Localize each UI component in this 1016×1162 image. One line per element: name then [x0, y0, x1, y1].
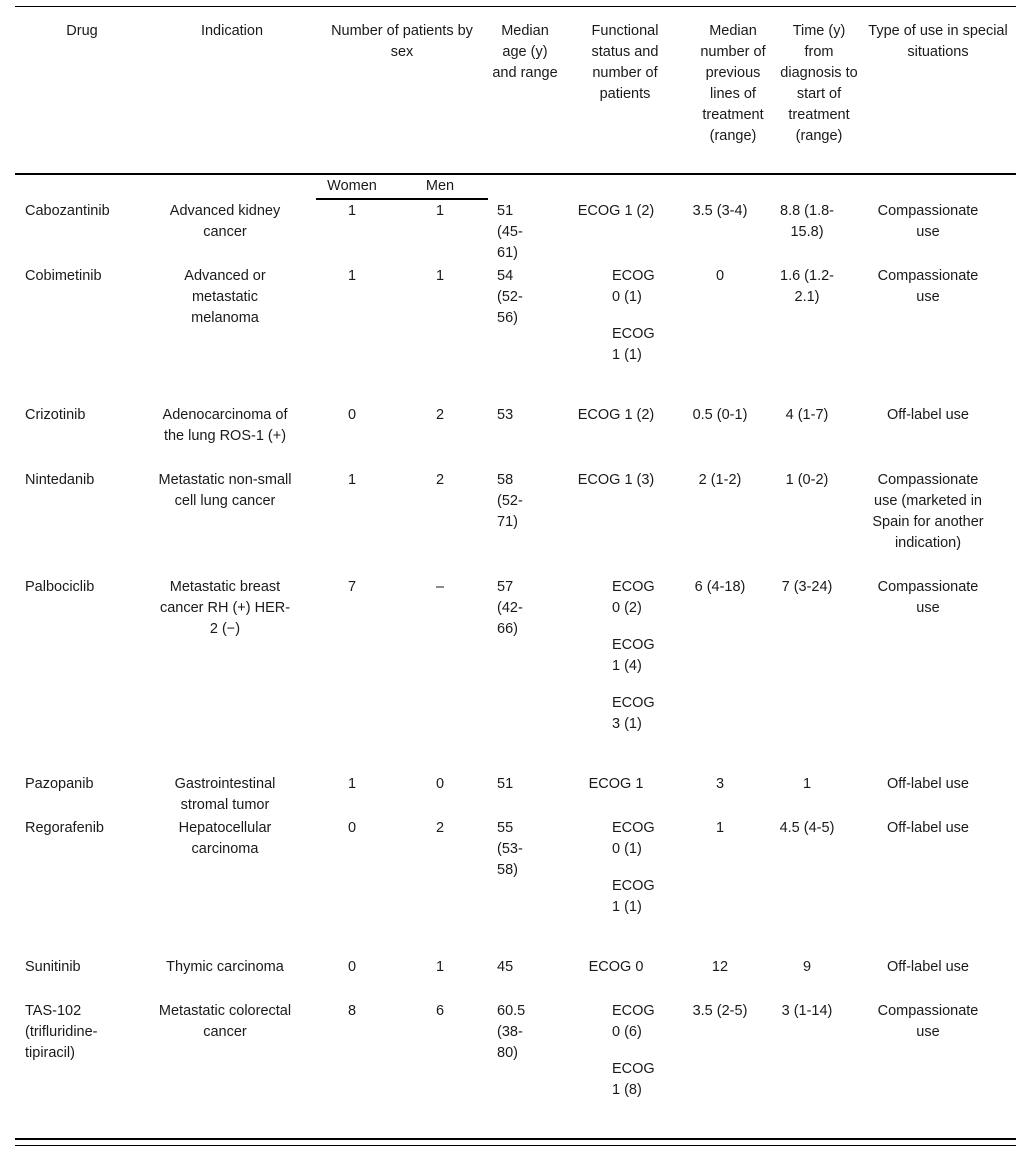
cell-lines: 2 (1-2) — [698, 472, 742, 488]
cell-drug: Palbociclib — [25, 579, 95, 595]
cell-men: 6 — [435, 1003, 445, 1019]
cell-lines: 0.5 (0-1) — [692, 407, 748, 423]
ecog-entry: ECOG 0 — [588, 959, 644, 975]
cell-men: 1 — [435, 203, 445, 219]
ecog-entry: ECOG 3 (1) — [612, 695, 655, 732]
header-functional: Functional status and number of patients — [591, 23, 659, 102]
ecog-entry: ECOG 0 (2) — [612, 579, 655, 616]
ecog-entry: ECOG 1 (1) — [612, 326, 655, 363]
cell-indication: Thymic carcinoma — [166, 959, 284, 975]
cell-indication: Metastatic non-small cell lung cancer — [158, 472, 292, 509]
cell-time: 7 (3-24) — [781, 579, 833, 595]
cell-functional — [612, 577, 666, 751]
header-indication: Indication — [200, 23, 264, 39]
cell-functional — [568, 405, 664, 442]
cell-use: Off-label use — [887, 776, 969, 792]
cell-time: 4.5 (4-5) — [779, 820, 835, 836]
cell-use: Off-label use — [887, 820, 969, 836]
cell-functional — [612, 818, 666, 934]
cell-functional — [568, 957, 664, 994]
bottom-rule-2 — [15, 1145, 1016, 1146]
cell-women: 1 — [347, 472, 357, 488]
cell-indication: Adenocarcinoma of the lung ROS-1 (+) — [162, 407, 288, 444]
cell-indication: Hepatocellular carcinoma — [178, 820, 272, 857]
ecog-entry: ECOG 1 (3) — [577, 472, 655, 488]
cell-men: – — [435, 579, 445, 595]
cell-indication: Advanced or metastatic melanoma — [184, 268, 266, 326]
cell-men: 2 — [435, 820, 445, 836]
cell-women: 0 — [347, 407, 357, 423]
cell-men: 0 — [435, 776, 445, 792]
cell-age: 60.5 (38-80) — [497, 1003, 526, 1061]
cell-functional — [568, 774, 664, 811]
cell-women: 1 — [347, 203, 357, 219]
cell-use: Compassionate use — [877, 203, 979, 240]
ecog-entry: ECOG 1 (2) — [577, 407, 655, 423]
header-time: Time (y) from diagnosis to start of treatment (range) — [780, 23, 858, 144]
subheader-underline — [316, 198, 488, 200]
cell-time: 1 (0-2) — [785, 472, 829, 488]
header-lines: Median number of previous lines of treatment (range) — [700, 23, 766, 144]
header-age: Median age (y) and range — [492, 23, 558, 81]
ecog-entry: ECOG 1 (2) — [577, 203, 655, 219]
cell-use: Compassionate use (marketed in Spain for another indication) — [872, 472, 984, 551]
ecog-entry: ECOG 0 (6) — [612, 1003, 655, 1040]
cell-men: 1 — [435, 268, 445, 284]
cell-time: 9 — [802, 959, 812, 975]
cell-women: 1 — [347, 268, 357, 284]
cell-indication: Advanced kidney cancer — [169, 203, 281, 240]
cell-indication: Metastatic colorectal cancer — [158, 1003, 292, 1040]
cell-age: 45 — [497, 959, 514, 975]
cell-time: 1 — [802, 776, 812, 792]
cell-time: 8.8 (1.8-15.8) — [780, 203, 834, 240]
cell-men: 2 — [435, 407, 445, 423]
cell-age: 51 — [497, 776, 514, 792]
cell-use: Compassionate use — [877, 579, 979, 616]
cell-women: 0 — [347, 959, 357, 975]
cell-lines: 0 — [715, 268, 725, 284]
cell-age: 58 (52-71) — [497, 472, 523, 530]
cell-indication: Metastatic breast cancer RH (+) HER-2 (−) — [159, 579, 291, 637]
subheader-women: Women — [327, 178, 377, 194]
header-sex: Number of patients by sex — [331, 23, 473, 60]
cell-men: 2 — [435, 472, 445, 488]
cell-women: 1 — [347, 776, 357, 792]
ecog-entry: ECOG 1 — [588, 776, 644, 792]
cell-functional — [612, 266, 666, 382]
ecog-entry: ECOG 1 (4) — [612, 637, 655, 674]
cell-drug: Pazopanib — [25, 776, 94, 792]
cell-lines: 3 — [715, 776, 725, 792]
cell-drug: Crizotinib — [25, 407, 86, 423]
header-drug: Drug — [66, 23, 98, 39]
cell-drug: Regorafenib — [25, 820, 104, 836]
ecog-entry: ECOG 0 (1) — [612, 268, 655, 305]
cell-lines: 3.5 (3-4) — [692, 203, 748, 219]
cell-use: Compassionate use — [877, 268, 979, 305]
cell-use: Compassionate use — [877, 1003, 979, 1040]
header-use: Type of use in special situations — [868, 23, 1008, 60]
ecog-entry: ECOG 1 (1) — [612, 878, 655, 915]
cell-age: 54 (52-56) — [497, 268, 523, 326]
ecog-entry: ECOG 0 (1) — [612, 820, 655, 857]
top-rule — [15, 6, 1016, 7]
cell-lines: 1 — [715, 820, 725, 836]
ecog-entry: ECOG 1 (8) — [612, 1061, 655, 1098]
cell-time: 3 (1-14) — [781, 1003, 833, 1019]
cell-age: 51 (45-61) — [497, 203, 523, 261]
cell-functional — [568, 470, 664, 507]
cell-drug: Sunitinib — [25, 959, 81, 975]
cell-men: 1 — [435, 959, 445, 975]
cell-lines: 12 — [711, 959, 729, 975]
cell-age: 53 — [497, 407, 514, 423]
cell-time: 1.6 (1.2-2.1) — [780, 268, 834, 305]
cell-functional — [612, 1001, 666, 1117]
header-rule — [15, 173, 1016, 175]
cell-functional — [568, 201, 664, 238]
cell-drug: Cobimetinib — [25, 268, 102, 284]
cell-use: Off-label use — [887, 959, 969, 975]
cell-time: 4 (1-7) — [785, 407, 829, 423]
cell-indication: Gastrointestinal stromal tumor — [174, 776, 276, 813]
cell-women: 7 — [347, 579, 357, 595]
cell-drug: TAS-102 (trifluridine-tipiracil) — [25, 1003, 98, 1061]
cell-women: 8 — [347, 1003, 357, 1019]
cell-women: 0 — [347, 820, 357, 836]
cell-age: 57 (42-66) — [497, 579, 523, 637]
cell-lines: 6 (4-18) — [694, 579, 746, 595]
cell-drug: Cabozantinib — [25, 203, 110, 219]
bottom-rule-1 — [15, 1138, 1016, 1140]
cell-drug: Nintedanib — [25, 472, 95, 488]
cell-lines: 3.5 (2-5) — [692, 1003, 748, 1019]
cell-use: Off-label use — [887, 407, 969, 423]
cell-age: 55 (53-58) — [497, 820, 523, 878]
subheader-men: Men — [425, 178, 455, 194]
